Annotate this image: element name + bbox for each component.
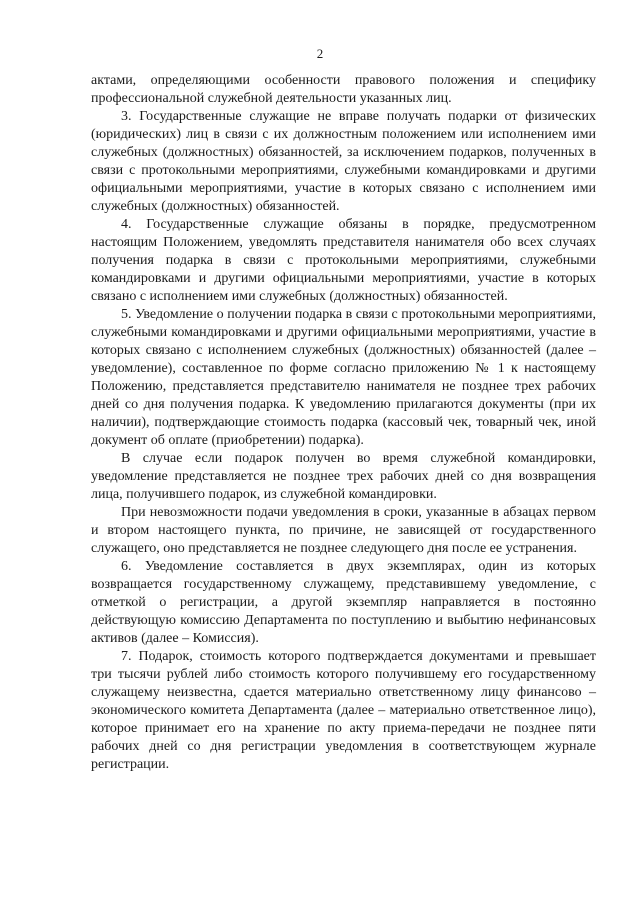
paragraph-item-5: 5. Уведомление о получении подарка в связи с протокольными мероприятиями, служебными командировками и другими официальными мероприятиями, участие в которых связано с исполнением служебных (должностных) обязанностей (далее – уведомление), составленное по форме согласно приложению № 1 к настоящему Положению, представляется представителю нанимателя не позднее трех рабочих дней со дня получения подарка. К уведомлению прилагаются документы (при их наличии), подтверждающие стоимость подарка (кассовый чек, товарный чек, иной документ об оплате (приобретении) подарка). [91, 307, 596, 448]
paragraph-item-3: 3. Государственные служащие не вправе получать подарки от физических (юридических) лиц в связи с их должностным положением или исполнением ими служебных (должностных) обязанностей, за исключением подарков, полученных в связи с протокольными мероприятиями, служебными командировками и другими официальными мероприятиями, участие в которых связано с исполнением ими служебных (должностных) обязанностей. [91, 109, 596, 214]
paragraph-item-6: 6. Уведомление составляется в двух экземплярах, один из которых возвращается государственному служащему, представившему уведомление, с отметкой о регистрации, а другой экземпляр направляется в постоянно действующую комиссию Департамента по поступлению и выбытию нефинансовых активов (далее – Комиссия). [91, 559, 596, 646]
page-number: 2 [316, 46, 324, 61]
paragraph-item-7: 7. Подарок, стоимость которого подтверждается документами и превышает три тысячи рублей либо стоимость которого получившему его государственному служащему неизвестна, сдается материально ответственному лицу финансово – экономического комитета Департамента (далее – материально ответственное лицо), которое принимает его на хранение по акту приема-передачи не позднее пяти рабочих дней со дня регистрации уведомления в соответствующем журнале регистрации. [91, 649, 596, 772]
paragraph-item-5-impossibility: При невозможности подачи уведомления в сроки, указанные в абзацах первом и втором настоящего пункта, по причине, не зависящей от государственного служащего, оно представляется не позднее следующего дня после ее устранения. [91, 505, 596, 556]
document-body [91, 72, 596, 774]
paragraph-continuation: актами, определяющими особенности правового положения и специфику профессиональной служебной деятельности указанных лиц. [91, 73, 596, 106]
paragraph-item-5-business-trip: В случае если подарок получен во время служебной командировки, уведомление представляется не позднее трех рабочих дней со дня возвращения лица, получившего подарок, из служебной командировки. [91, 451, 596, 502]
paragraph-item-4: 4. Государственные служащие обязаны в порядке, предусмотренном настоящим Положением, уведомлять представителя нанимателя обо всех случаях получения подарка в связи с протокольными мероприятиями, служебными командировками и другими официальными мероприятиями, участие в которых связано с исполнением ими служебных (должностных) обязанностей. [91, 217, 596, 304]
